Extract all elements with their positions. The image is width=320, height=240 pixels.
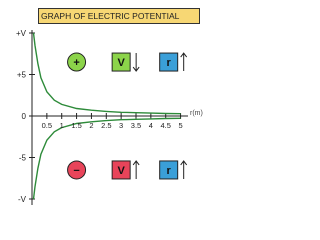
x-tick-label: 3 [119,121,124,130]
annotation-label: − [73,164,80,177]
x-tick-label: 0.5 [41,121,53,130]
series-line-1 [34,118,181,199]
series-line-0 [34,33,181,114]
down-arrow-icon [133,53,139,71]
x-tick-label: 1.5 [71,121,82,130]
x-tick-label: 5 [178,121,183,130]
y-tick-label: -V [18,195,26,204]
y-tick-label: 0 [21,112,26,121]
annotation-0 [68,53,86,71]
annotation-5 [160,161,187,179]
x-tick-label: 4.5 [160,121,171,130]
annotation-label: V [117,57,125,70]
chart-title: GRAPH OF ELECTRIC POTENTIAL [41,11,180,21]
annotation-label: V [117,164,125,177]
x-tick-label: 4 [148,121,153,130]
annotation-label: r [166,57,171,70]
up-arrow-icon [181,161,187,179]
annotation-2 [160,53,187,71]
x-axis-label: r(m) [190,110,203,117]
annotation-4 [112,161,139,179]
annotation-1 [112,53,139,71]
y-tick-label: -5 [18,153,26,163]
up-arrow-icon [133,161,139,179]
y-tick-label: +5 [16,70,26,80]
annotation-3 [68,161,86,179]
annotation-label: + [73,57,80,70]
x-tick-label: 2.5 [101,121,112,130]
x-tick-label: 1 [59,121,64,130]
up-arrow-icon [181,53,187,71]
y-tick-label: +V [15,29,26,38]
x-tick-label: 2 [89,121,94,130]
x-tick-label: 3.5 [130,121,142,130]
annotation-label: r [166,164,171,177]
